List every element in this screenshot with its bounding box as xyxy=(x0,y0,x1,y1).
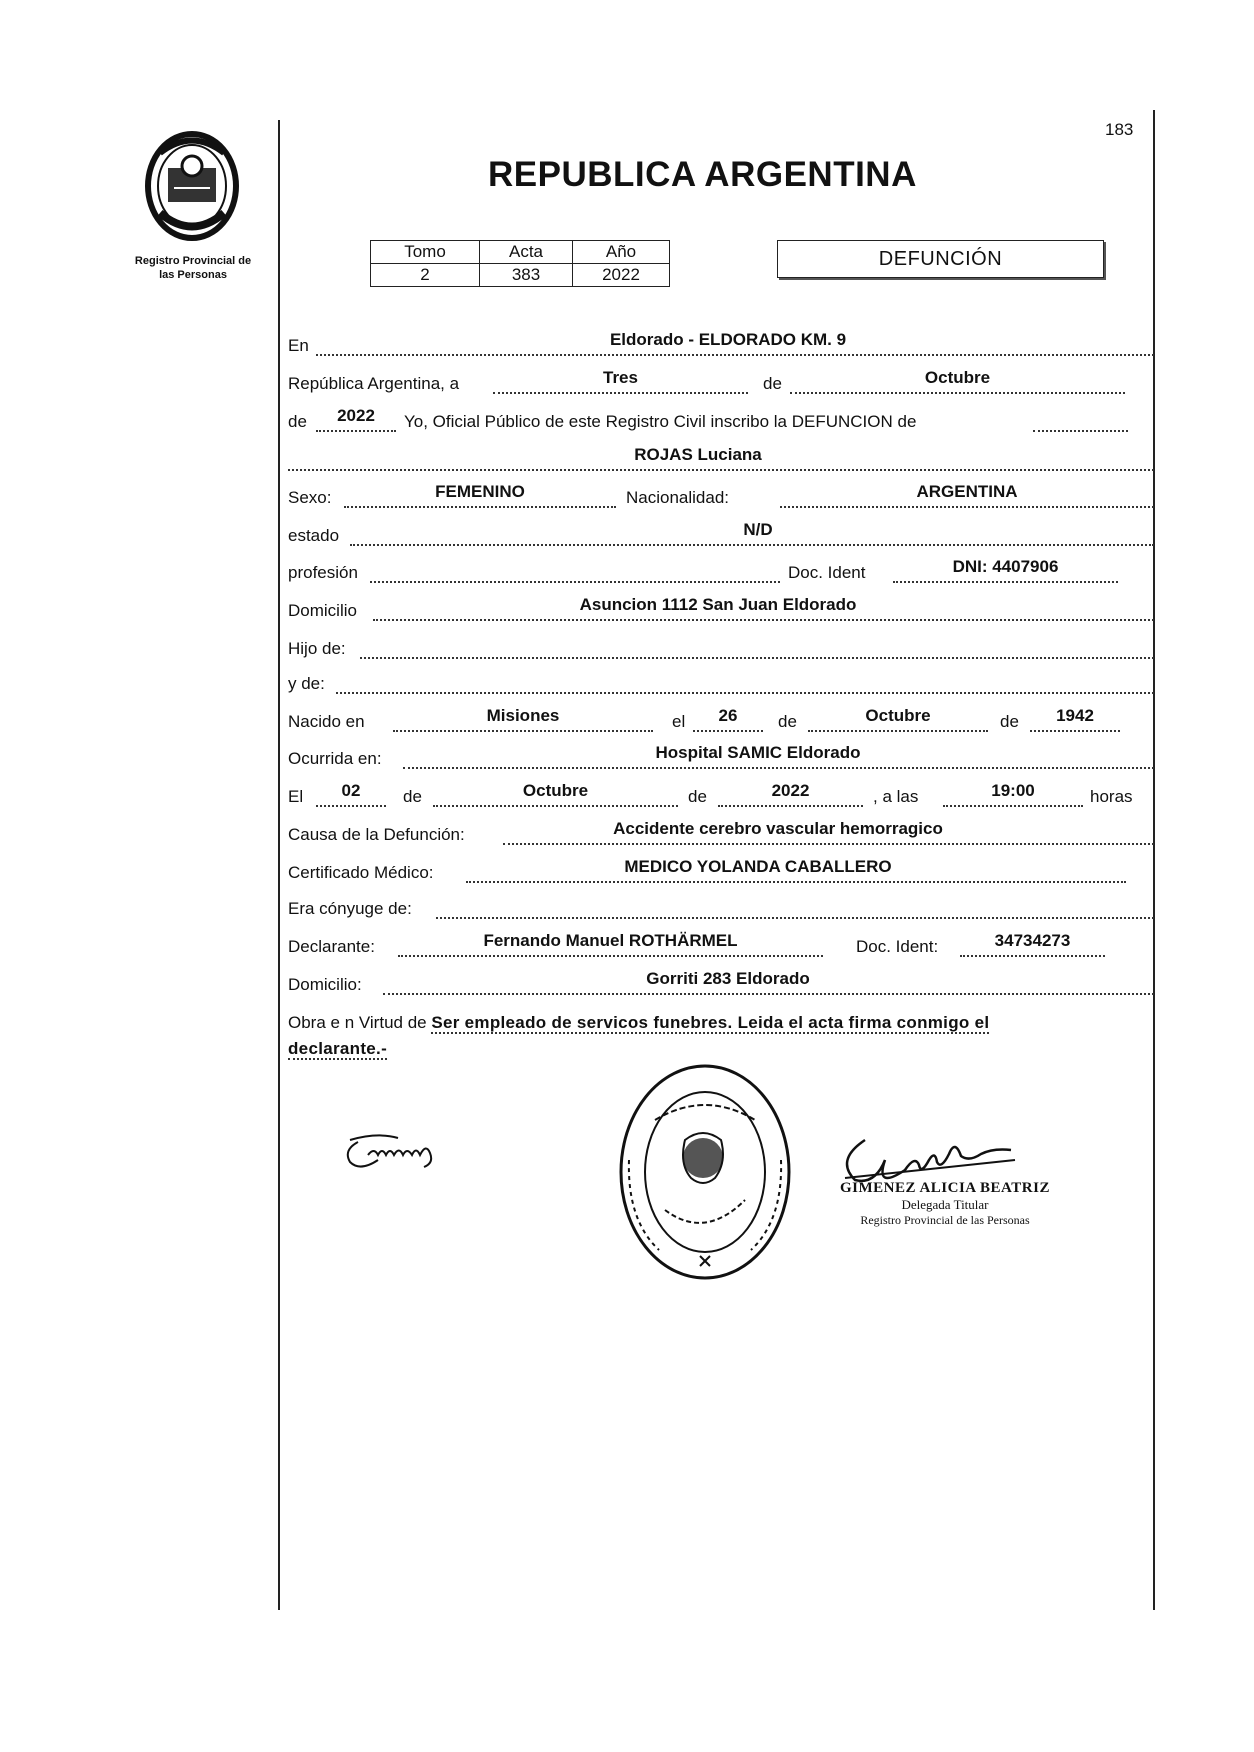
dotted-line xyxy=(316,805,386,807)
label-de: de xyxy=(763,374,782,393)
dotted-line xyxy=(1030,730,1120,732)
official-org: Registro Provincial de las Personas xyxy=(860,1213,1030,1227)
dotted-line xyxy=(503,843,1154,845)
label-de-birth-month: de xyxy=(778,712,797,731)
label-causa: Causa de la Defunción: xyxy=(288,825,465,844)
dotted-line xyxy=(808,730,988,732)
label-ocurrida: Ocurrida en: xyxy=(288,749,382,768)
row-death-date xyxy=(288,781,1150,811)
dotted-line xyxy=(383,993,1154,995)
label-de-year: de xyxy=(288,412,307,431)
value-dni: DNI: 4407906 xyxy=(952,557,1059,576)
label-a-las: , a las xyxy=(873,787,919,806)
logo-caption-line1: Registro Provincial de xyxy=(134,255,252,267)
label-profesion: profesión xyxy=(288,563,358,582)
registry-value-acta: 383 xyxy=(480,264,573,287)
label-el: el xyxy=(672,712,686,731)
label-estado: estado xyxy=(288,526,340,545)
registry-table xyxy=(370,240,670,287)
label-conyuge: Era cónyuge de: xyxy=(288,899,412,918)
logo-caption-line2: las Personas xyxy=(159,269,227,281)
registry-header-tomo: Tomo xyxy=(371,241,480,264)
official-role: Delegada Titular xyxy=(901,1197,989,1212)
dotted-line xyxy=(398,955,823,957)
row-domicilio xyxy=(288,595,1150,625)
row-conyuge xyxy=(288,893,1150,923)
registry-header-ano: Año xyxy=(573,241,670,264)
value-birth-day: 26 xyxy=(718,706,738,725)
value-causa: Accidente cerebro vascular hemorragico xyxy=(613,819,943,838)
value-sexo: FEMENINO xyxy=(435,482,525,501)
left-margin-line xyxy=(278,120,280,1610)
dotted-line xyxy=(336,692,1154,694)
row-domicilio-2 xyxy=(288,969,1150,999)
row-causa xyxy=(288,819,1150,849)
label-obra: Obra e n Virtud de xyxy=(288,1013,427,1032)
dotted-line xyxy=(436,917,1154,919)
value-declarante: Fernando Manuel ROTHÄRMEL xyxy=(483,931,738,950)
value-month-word: Octubre xyxy=(924,368,991,387)
dotted-line xyxy=(360,657,1154,659)
value-en: Eldorado - ELDORADO KM. 9 xyxy=(609,330,847,349)
label-inscribo: Yo, Oficial Público de este Registro Civil inscribo la DEFUNCION de xyxy=(404,412,917,431)
label-de-birth-year: de xyxy=(1000,712,1019,731)
registry-value-tomo: 2 xyxy=(371,264,480,287)
value-estado: N/D xyxy=(743,520,773,539)
document-type-box: DEFUNCIÓN xyxy=(777,240,1104,278)
label-nacido: Nacido en xyxy=(288,712,365,731)
value-birth-year: 1942 xyxy=(1056,706,1094,725)
right-margin-line xyxy=(1153,110,1155,1610)
dotted-line xyxy=(893,581,1118,583)
label-horas: horas xyxy=(1090,787,1133,806)
label-de-death-month: de xyxy=(403,787,422,806)
dotted-line xyxy=(943,805,1083,807)
label-yde: y de: xyxy=(288,674,325,693)
official-stamp xyxy=(615,1060,795,1295)
dotted-line xyxy=(1033,430,1128,432)
dotted-line xyxy=(373,619,1154,621)
label-republica: República Argentina, a xyxy=(288,374,460,393)
dotted-line xyxy=(393,730,653,732)
obra-en-virtud xyxy=(288,1010,1150,1062)
value-death-month: Octubre xyxy=(522,781,589,800)
label-hijo: Hijo de: xyxy=(288,639,346,658)
page-title: REPUBLICA ARGENTINA xyxy=(488,155,917,194)
dotted-line xyxy=(370,581,780,583)
row-hijo xyxy=(288,633,1150,663)
dotted-line xyxy=(780,506,1154,508)
row-certificado xyxy=(288,857,1150,887)
label-declarante: Declarante: xyxy=(288,937,375,956)
label-domicilio-2: Domicilio: xyxy=(288,975,362,994)
dotted-line xyxy=(316,354,1154,356)
dotted-line xyxy=(693,730,763,732)
label-de-death-year: de xyxy=(688,787,707,806)
value-ocurrida: Hospital SAMIC Eldorado xyxy=(655,743,861,762)
dotted-line xyxy=(493,392,748,394)
logo-caption xyxy=(118,254,268,282)
row-yde xyxy=(288,668,1150,698)
page-number: 183 xyxy=(1105,120,1134,139)
value-birthplace: Misiones xyxy=(486,706,560,725)
value-birth-month: Octubre xyxy=(865,706,931,725)
value-death-year: 2022 xyxy=(771,781,810,800)
label-doc-ident: Doc. Ident xyxy=(788,563,866,582)
value-certificado: MEDICO YOLANDA CABALLERO xyxy=(624,857,892,876)
row-name xyxy=(288,445,1150,475)
label-certificado: Certificado Médico: xyxy=(288,863,434,882)
row-sexo xyxy=(288,482,1150,512)
row-declarante xyxy=(288,931,1150,961)
row-inscribo xyxy=(288,406,1150,436)
label-en: En xyxy=(288,336,309,355)
row-republica xyxy=(288,368,1150,398)
row-estado xyxy=(288,520,1150,550)
dotted-line xyxy=(960,955,1105,957)
dotted-line xyxy=(433,805,678,807)
row-ocurrida xyxy=(288,743,1150,773)
label-el2: El xyxy=(288,787,304,806)
value-obra-line1: Ser empleado de servicos funebres. Leida el acta firma conmigo el xyxy=(431,1013,990,1032)
official-block xyxy=(820,1180,1070,1228)
label-domicilio: Domicilio xyxy=(288,601,357,620)
value-deceased-name: ROJAS Luciana xyxy=(634,445,762,464)
value-nacionalidad: ARGENTINA xyxy=(916,482,1018,501)
value-death-time: 19:00 xyxy=(991,781,1035,800)
dotted-line xyxy=(790,392,1125,394)
dotted-line xyxy=(718,805,863,807)
value-obra-line2: declarante.- xyxy=(288,1039,388,1058)
official-name: GIMENEZ ALICIA BEATRIZ xyxy=(840,1180,1050,1196)
declarant-signature xyxy=(338,1130,468,1185)
row-profesion xyxy=(288,557,1150,587)
row-nacido xyxy=(288,706,1150,736)
value-doc-ident-2: 34734273 xyxy=(994,931,1071,950)
dotted-line xyxy=(316,430,396,432)
value-domicilio: Asuncion 1112 San Juan Eldorado xyxy=(579,595,857,614)
dotted-line xyxy=(466,881,1126,883)
registry-value-ano: 2022 xyxy=(573,264,670,287)
value-domicilio-2: Gorriti 283 Eldorado xyxy=(646,969,810,988)
label-sexo: Sexo: xyxy=(288,488,332,507)
dotted-line xyxy=(344,506,616,508)
value-death-day: 02 xyxy=(341,781,361,800)
registry-header-acta: Acta xyxy=(480,241,573,264)
dotted-line xyxy=(288,469,1154,471)
label-doc-ident-2: Doc. Ident: xyxy=(856,937,939,956)
row-en xyxy=(288,330,1150,360)
label-nacionalidad: Nacionalidad: xyxy=(626,488,730,507)
dotted-line xyxy=(403,767,1154,769)
dotted-line xyxy=(350,544,1154,546)
province-logo xyxy=(140,128,245,251)
value-day-word: Tres xyxy=(603,368,638,387)
value-year: 2022 xyxy=(337,406,375,425)
